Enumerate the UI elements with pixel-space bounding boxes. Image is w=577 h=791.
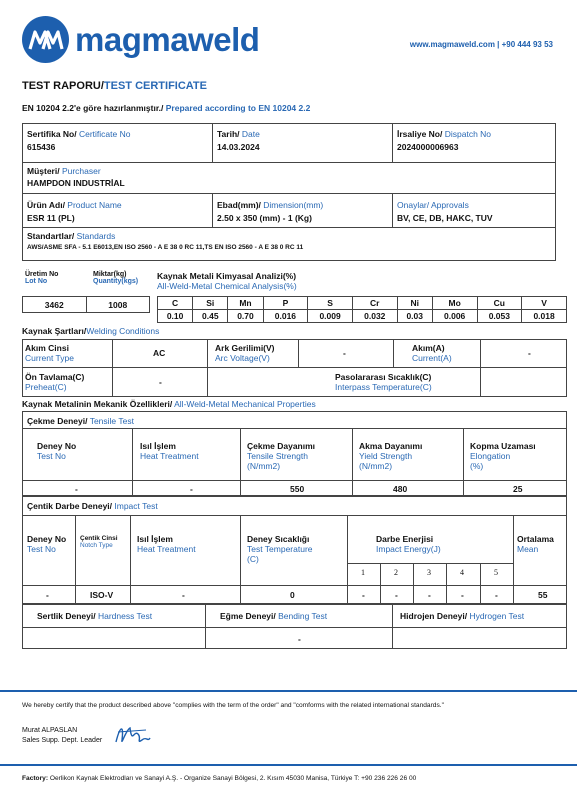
company-logo: [22, 16, 259, 63]
document-title: TEST RAPORU/TEST CERTIFICATE: [22, 80, 207, 92]
impact-col-4: 4: [460, 568, 464, 577]
dispatch-value: 2024000006963: [397, 142, 459, 152]
welding-conditions-title: Kaynak Şartları/Welding Conditions: [22, 326, 160, 336]
impact-heat-value: -: [182, 590, 185, 600]
tensile-test-no-header: Deney No Test No: [37, 441, 77, 461]
contact-info: www.magmaweld.com | +90 444 93 53: [409, 40, 553, 49]
cert-no-value: 615436: [27, 142, 56, 152]
dimension-value: 2.50 x 350 (mm) - 1 (Kg): [217, 213, 312, 223]
mean-header: Ortalama Mean: [517, 534, 554, 554]
impact-test-no-value: -: [46, 590, 49, 600]
lot-value: 3462: [23, 297, 87, 313]
current-type-label: Akım Cinsi Current Type: [25, 343, 74, 363]
chem-value-cu: 0.053: [477, 310, 522, 323]
yield-strength-value: 480: [393, 484, 408, 494]
hardness-test-title: Sertlik Deneyi/ Hardness Test: [37, 611, 153, 621]
product-name-label: Ürün Adı/ Product Name: [27, 200, 122, 210]
approvals-label: Onaylar/ Approvals: [397, 200, 469, 210]
preheat-value: -: [159, 377, 162, 387]
chem-value-v: 0.018: [522, 310, 567, 323]
interpass-label: Pasolararası Sıcaklık(C) Interpass Temperature(C): [335, 372, 432, 392]
impact-energy-value-3: -: [428, 590, 431, 600]
chem-value-c: 0.10: [158, 310, 193, 323]
signature-image: [112, 720, 152, 752]
lot-qty-table: [22, 296, 150, 313]
yield-strength-header: Akma Dayanımı Yield Strength (N/mm2): [359, 441, 423, 471]
quantity-label: Miktar(kg) Quantity(kgs): [93, 271, 139, 285]
date-label: Tarih/ Date: [217, 129, 260, 139]
chem-element-ni: Ni: [397, 297, 432, 310]
date-value: 14.03.2024: [217, 142, 260, 152]
logo-text: magmaweld: [75, 20, 260, 58]
qty-value: 1008: [86, 297, 150, 313]
certification-statement: We hereby certify that the product described above "complies with the term of the order" and "comforms with the related international standards.": [22, 702, 444, 709]
hydrogen-test-title: Hidrojen Deneyi/ Hydrogen Test: [400, 611, 525, 621]
purchaser-value: HAMPDON INDUSTRİAL: [27, 178, 125, 188]
chem-value-ni: 0.03: [397, 310, 432, 323]
footer-divider-bottom: [0, 764, 577, 766]
chem-value-si: 0.45: [193, 310, 228, 323]
chem-analysis-title: Kaynak Metali Kimyasal Analizi(%) All-Weld-Metal Chemical Analysis(%): [157, 271, 297, 291]
standards-label: Standartlar/ Standards: [27, 231, 116, 241]
chem-element-v: V: [522, 297, 567, 310]
impact-col-3: 3: [427, 568, 431, 577]
impact-test-no-header: Deney No Test No: [27, 534, 67, 554]
test-temp-header: Deney Sıcaklığı Test Temperature (C): [247, 534, 313, 564]
bending-test-title: Eğme Deneyi/ Bending Test: [220, 611, 328, 621]
current-type-value: AC: [153, 348, 166, 358]
chem-element-si: Si: [193, 297, 228, 310]
arc-voltage-value: -: [343, 348, 346, 358]
chem-value-s: 0.009: [308, 310, 353, 323]
impact-test-title: Çentik Darbe Deneyi/ Impact Test: [27, 501, 158, 511]
cert-no-label: Sertifika No/ Certificate No: [27, 129, 131, 139]
current-value: -: [528, 348, 531, 358]
chem-element-p: P: [263, 297, 308, 310]
chem-element-mo: Mo: [432, 297, 477, 310]
chem-element-cr: Cr: [352, 297, 397, 310]
chem-element-mn: Mn: [228, 297, 263, 310]
impact-col-1: 1: [361, 568, 365, 577]
arc-voltage-label: Ark Gerilimi(V) Arc Voltage(V): [215, 343, 275, 363]
test-temp-value: 0: [290, 590, 295, 600]
impact-energy-value-4: -: [461, 590, 464, 600]
dimension-label: Ebad(mm)/ Dimension(mm): [217, 200, 324, 210]
bending-test-value: -: [298, 634, 301, 644]
preheat-label: Ön Tavlama(C) Preheat(C): [25, 372, 85, 392]
lot-label: Üretim No Lot No: [25, 271, 59, 285]
approvals-value: BV, CE, DB, HAKC, TUV: [397, 213, 493, 223]
impact-heat-header: Isıl İşlem Heat Treatment: [137, 534, 196, 554]
signer-name: Murat ALPASLAN: [22, 727, 78, 734]
footer-divider-top: [0, 690, 577, 692]
mw-logo-icon: [22, 16, 69, 63]
notch-type-value: ISO-V: [90, 590, 114, 600]
chem-value-mn: 0.70: [228, 310, 263, 323]
tensile-heat-header: Isıl İşlem Heat Treatment: [140, 441, 199, 461]
product-name-value: ESR 11 (PL): [27, 213, 75, 223]
tensile-test-no-value: -: [75, 484, 78, 494]
dispatch-label: İrsaliye No/ Dispatch No: [397, 129, 492, 139]
impact-col-2: 2: [394, 568, 398, 577]
current-label: Akım(A) Current(A): [412, 343, 452, 363]
chem-element-cu: Cu: [477, 297, 522, 310]
impact-energy-value-5: -: [495, 590, 498, 600]
elongation-value: 25: [513, 484, 523, 494]
standards-value: AWS/ASME SFA - 5.1 E6013,EN ISO 2560 - A E 38 0 RC 11,TS EN ISO 2560 - A E 38 0 RC 11: [27, 244, 304, 251]
chem-value-cr: 0.032: [352, 310, 397, 323]
chem-element-c: C: [158, 297, 193, 310]
impact-energy-value-1: -: [362, 590, 365, 600]
impact-energy-value-2: -: [395, 590, 398, 600]
tensile-strength-value: 550: [290, 484, 305, 494]
elongation-header: Kopma Uzaması Elongation (%): [470, 441, 536, 471]
purchaser-label: Müşteri/ Purchaser: [27, 166, 101, 176]
chem-element-s: S: [308, 297, 353, 310]
tensile-strength-header: Çekme Dayanımı Tensile Strength (N/mm2): [247, 441, 316, 471]
tensile-test-title: Çekme Deneyi/ Tensile Test: [27, 416, 134, 426]
mechanical-properties-title: Kaynak Metalinin Mekanik Özellikleri/ All-Weld-Metal Mechanical Properties: [22, 399, 316, 409]
tensile-heat-value: -: [190, 484, 193, 494]
notch-type-header: Çentik Cinsi Notch Type: [80, 535, 118, 549]
chem-analysis-table: [157, 296, 567, 323]
signer-role: Sales Supp. Dept. Leader: [22, 737, 103, 744]
chem-value-p: 0.016: [263, 310, 308, 323]
document-subtitle: EN 10204 2.2'e göre hazırlanmıştır./ Prepared according to EN 10204 2.2: [22, 103, 311, 113]
chem-value-mo: 0.006: [432, 310, 477, 323]
impact-col-5: 5: [494, 568, 498, 577]
welding-conditions-box: [22, 339, 567, 397]
impact-energy-header: Darbe Enerjisi Impact Energy(J): [376, 534, 441, 554]
mean-value: 55: [538, 590, 548, 600]
factory-address: Factory: Oerlikon Kaynak Elektrodları ve Sanayi A.Ş. - Organize Sanayi Bölgesi, 2. Kısım 45030 Manisa, Türkiye T: +90 236 226 26 00: [22, 775, 417, 782]
